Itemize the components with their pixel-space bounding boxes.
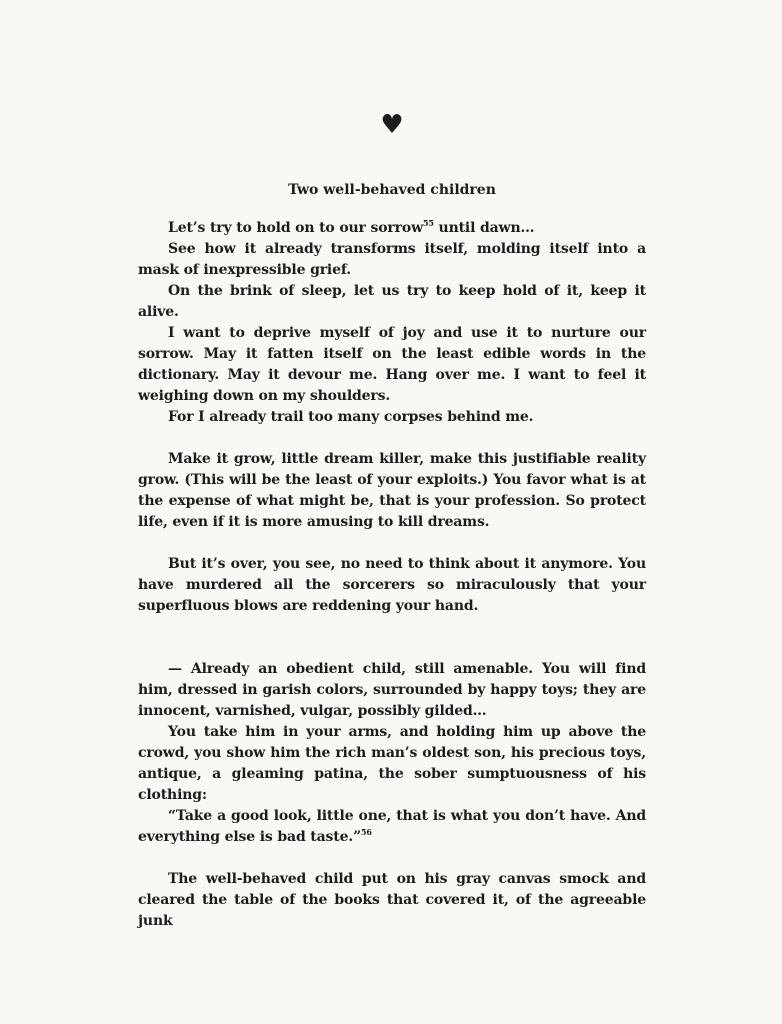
text-section-3 [138, 554, 646, 617]
paragraph: You take him in your arms, and holding him up above the crowd, you show him the rich man’s oldest son, his precious toys, antique, a gleaming patina, the sober sumptuousness of his clothing: [138, 724, 646, 803]
heart-icon: ♥ [380, 110, 404, 140]
footnote-marker: 55 [422, 218, 434, 228]
text-section-2 [138, 449, 646, 533]
paragraph: But it’s over, you see, no need to think about it anymore. You have murdered all the sorcerers so miraculously that your superfluous blows are reddening your hand. [138, 556, 646, 614]
paragraph: On the brink of sleep, let us try to keep hold of it, keep it alive. [138, 283, 646, 320]
paragraph: Make it grow, little dream killer, make this justifiable reality grow. (This will be the least of your exploits.) You favor what is at the expense of what might be, that is your profession. So protect life, even if it is more amusing to kill dreams. [138, 451, 646, 530]
page-body [138, 110, 646, 953]
text-section-1 [138, 218, 646, 428]
footnote-marker: 56 [360, 827, 372, 837]
paragraph: For I already trail too many corpses behind me. [168, 409, 534, 425]
paragraph [138, 218, 646, 239]
text-section-5 [138, 869, 646, 932]
paragraph: I want to deprive myself of joy and use it to nurture our sorrow. May it fatten itself on the least edible words in the dictionary. May it devour me. Hang over me. I want to feel it weighing down on my shoulders. [138, 325, 646, 404]
text-section-4 [138, 659, 646, 848]
paragraph [138, 806, 646, 848]
paragraph-text: “Take a good look, little one, that is what you don’t have. And everything else is bad taste.” [138, 808, 646, 845]
chapter-title: Two well-behaved children [288, 182, 496, 198]
paragraph-text: Let’s try to hold on to our sorrow [168, 220, 423, 236]
paragraph: See how it already transforms itself, molding itself into a mask of inexpressible grief. [138, 241, 646, 278]
paragraph: — Already an obedient child, still amenable. You will find him, dressed in garish colors, surrounded by happy toys; they are innocent, varnished, vulgar, possibly gilded… [138, 661, 646, 719]
paragraph: The well-behaved child put on his gray canvas smock and cleared the table of the books that covered it, of the agreeable junk [138, 871, 646, 929]
paragraph-text: until dawn… [433, 220, 535, 236]
